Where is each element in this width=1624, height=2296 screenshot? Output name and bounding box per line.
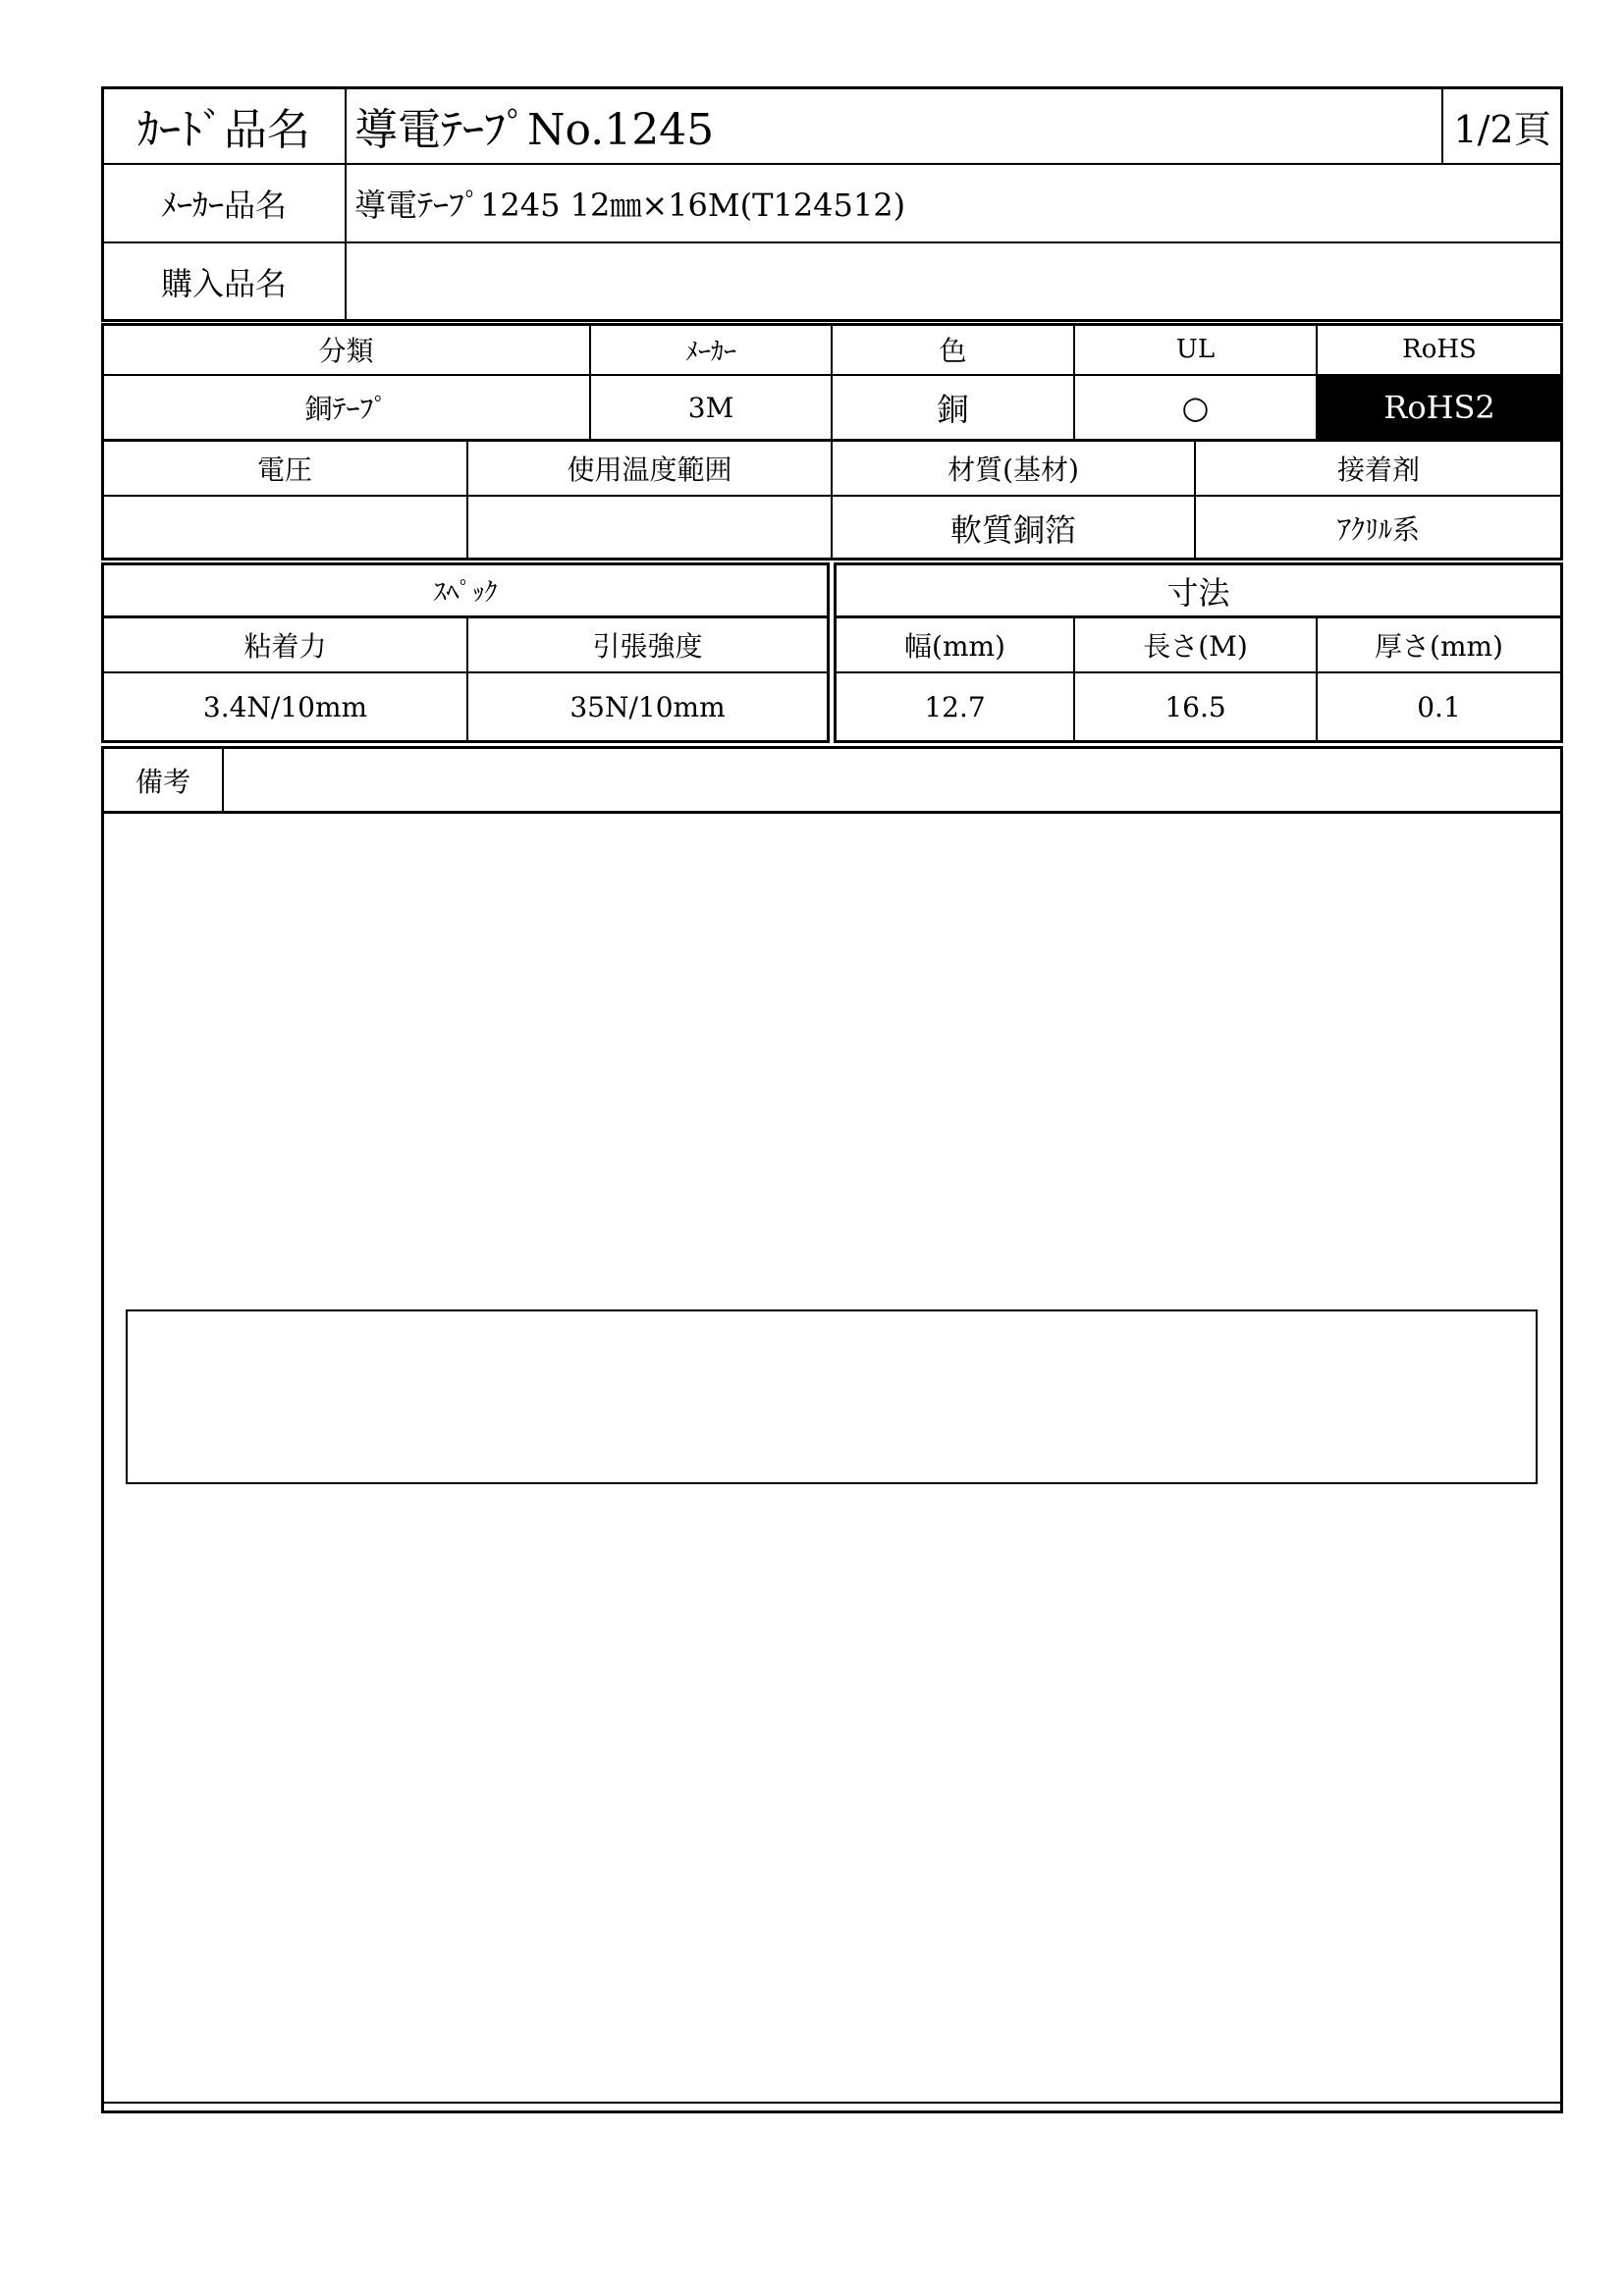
base-material-label: 材質(基材) <box>947 454 1079 486</box>
category-label: 分類 <box>318 335 374 367</box>
color-value: 銅 <box>937 391 969 428</box>
purchase-name-label: 購入品名 <box>160 265 287 302</box>
adhesion-value: 3.4N/10mm <box>202 690 368 723</box>
maker-name-label: ﾒｰｶｰ品名 <box>160 187 287 224</box>
purchase-name-value <box>347 243 1561 320</box>
maker-name-value: 導電ﾃｰﾌﾟ1245 12㎜×16M(T124512) <box>354 187 906 224</box>
voltage-value <box>103 497 466 559</box>
rohs-label: RoHS <box>1402 335 1477 364</box>
ul-value: ○ <box>1181 389 1210 426</box>
voltage-label: 電圧 <box>256 454 312 486</box>
card-name-value: 導電ﾃｰﾌﾟNo.1245 <box>354 105 715 155</box>
tensile-value: 35N/10mm <box>569 690 726 723</box>
thickness-label: 厚さ(mm) <box>1375 630 1503 663</box>
base-material-value: 軟質銅箔 <box>949 510 1076 549</box>
adhesive-label: 接着剤 <box>1336 454 1420 486</box>
adhesive-value: ｱｸﾘﾙ系 <box>1336 512 1420 546</box>
color-label: 色 <box>939 335 967 367</box>
thickness-value: 0.1 <box>1417 690 1461 723</box>
maker-value: 3M <box>687 391 734 424</box>
dimensions-title: 寸法 <box>1166 573 1230 612</box>
adhesion-label: 粘着力 <box>244 630 327 663</box>
card-name-label: ｶｰﾄﾞ品名 <box>137 105 310 155</box>
temp-range-value <box>468 497 831 559</box>
category-value: 銅ﾃｰﾌﾟ <box>304 393 388 425</box>
length-value: 16.5 <box>1164 690 1226 723</box>
width-label: 幅(mm) <box>904 630 1005 663</box>
remarks-value <box>224 749 1560 811</box>
remarks-note-box <box>126 1309 1538 1484</box>
temp-range-label: 使用温度範囲 <box>567 454 732 486</box>
rohs-value-badge: RoHS2 <box>1318 376 1561 439</box>
page-number: 1/2頁 <box>1453 107 1551 151</box>
tensile-label: 引張強度 <box>592 630 703 663</box>
length-label: 長さ(M) <box>1143 630 1248 663</box>
spec-title: ｽﾍﾟｯｸ <box>433 578 498 608</box>
remarks-label: 備考 <box>135 765 190 798</box>
maker-label: ﾒｰｶｰ <box>684 337 736 367</box>
ul-label: UL <box>1175 335 1216 364</box>
width-value: 12.7 <box>924 690 986 723</box>
